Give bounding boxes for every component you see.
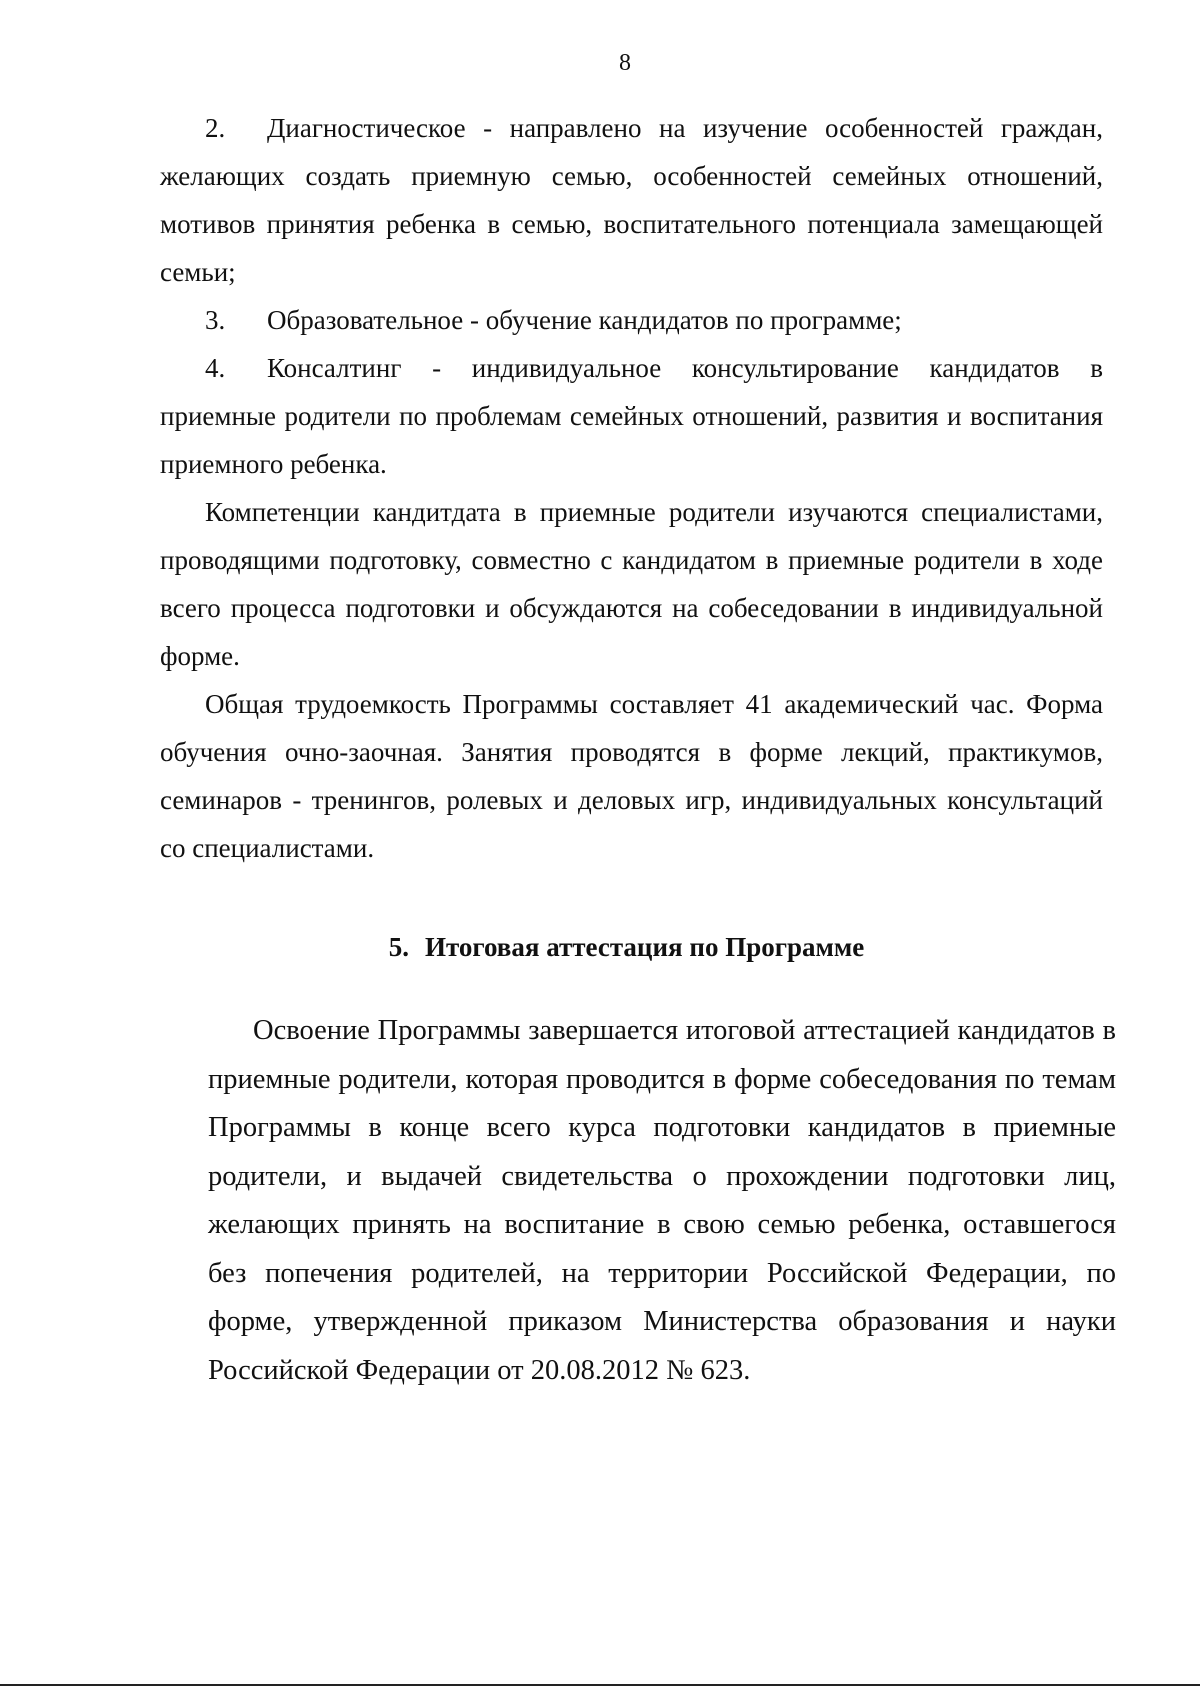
section-heading-number: 5. [388, 932, 409, 962]
body-text-block [160, 104, 1103, 872]
list-item-number: 4. [205, 353, 226, 383]
list-item-text: Образовательное - обучение кандидатов по программе; [267, 305, 902, 335]
list-item-text: Консалтинг - индивидуальное консультирование кандидатов в приемные родители по проблемам семейных отношений, развития и воспитания приемного ребенка. [160, 353, 1103, 479]
list-item-educational [160, 296, 1103, 344]
list-item-text: Диагностическое - направлено на изучение особенностей граждан, желающих создать приемную семью, особенностей семейных отношений, мотивов принятия ребенка в семью, воспитательного потенциала замещающей семьи; [160, 113, 1103, 287]
certification-paragraph: Освоение Программы завершается итоговой аттестацией кандидатов в приемные родители, которая проводится в форме собеседования по темам Программы в конце всего курса подготовки кандидатов в приемные родители, и выдачей свидетельства о прохождении подготовки лиц, желающих принять на воспитание в свою семью ребенка, оставшегося без попечения родителей, на территории Российской Федерации, по форме, утвержденной приказом Министерства образования и науки Российской Федерации от 20.08.2012 № 623. [208, 1015, 1116, 1386]
workload-paragraph: Общая трудоемкость Программы составляет 41 академический час. Форма обучения очно-заочная. Занятия проводятся в форме лекций, практикумов, семинаров - тренингов, ролевых и деловых игр, индивидуальных консультаций со специалистами. [160, 689, 1103, 863]
page-number: 8 [619, 50, 631, 76]
list-item-consulting [160, 344, 1103, 488]
competencies-paragraph: Компетенции кандитдата в приемные родители изучаются специалистами, проводящими подготовку, совместно с кандидатом в приемные родители в ходе всего процесса подготовки и обсуждаются на собеседовании в индивидуальной форме. [160, 497, 1103, 671]
section-body-block [208, 1007, 1116, 1395]
list-item-diagnostic [160, 104, 1103, 296]
page-bottom-rule [0, 1684, 1200, 1686]
section-heading [0, 932, 1200, 963]
list-item-number: 3. [205, 305, 226, 335]
section-heading-title: Итоговая аттестация по Программе [424, 932, 865, 962]
list-item-number: 2. [205, 113, 226, 143]
